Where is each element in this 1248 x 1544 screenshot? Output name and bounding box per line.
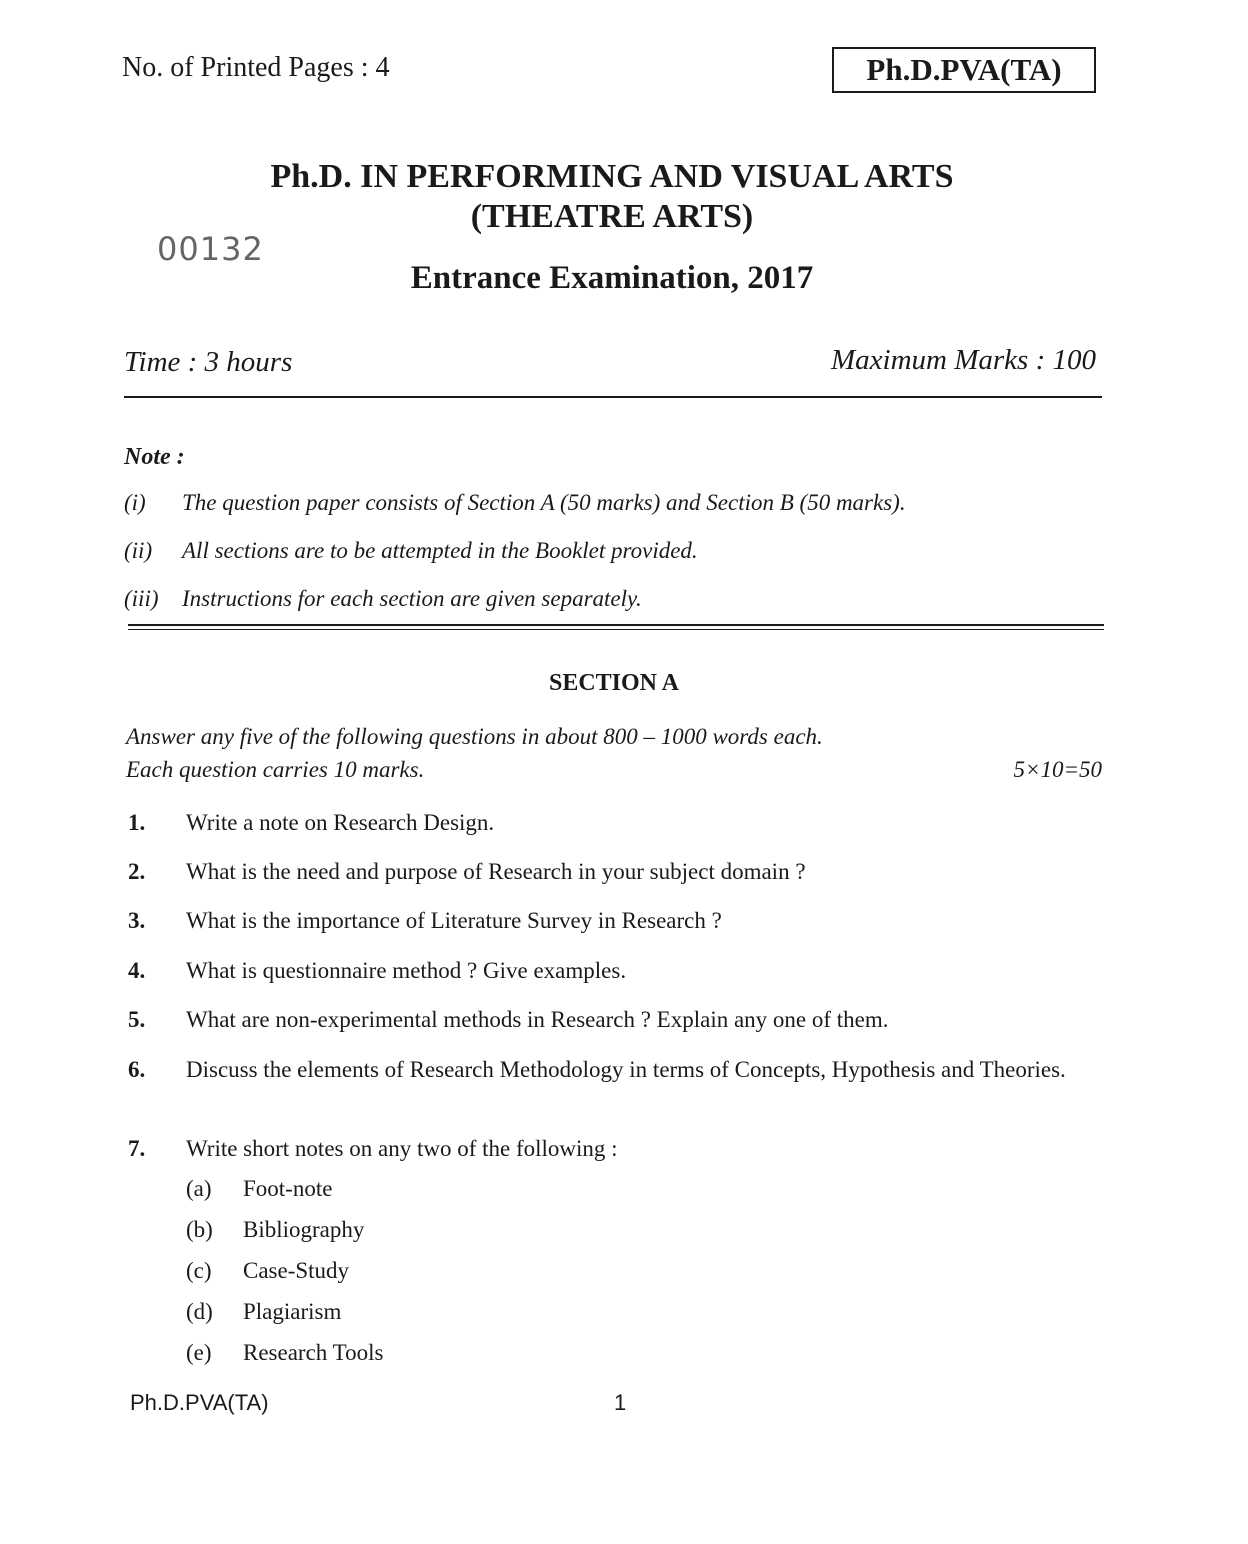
question-number: 7.	[128, 1136, 146, 1161]
question-text: What is the need and purpose of Research in your subject domain ?	[186, 859, 806, 884]
question-number: 5.	[128, 1007, 146, 1032]
question-item	[128, 1055, 1108, 1085]
printed-pages-count: No. of Printed Pages : 4	[122, 52, 390, 83]
option-text: Bibliography	[243, 1217, 365, 1242]
section-heading: SECTION A	[548, 670, 680, 696]
page-number: 1	[614, 1390, 627, 1415]
question-text: What is the importance of Literature Survey in Research ?	[186, 908, 722, 933]
question-text: Discuss the elements of Research Methodology in terms of Concepts, Hypothesis and Theories.	[186, 1057, 1066, 1082]
exam-title: Ph.D. IN PERFORMING AND VISUAL ARTS	[270, 158, 954, 195]
note-item	[124, 586, 642, 612]
section-marks-note: Each question carries 10 marks.	[126, 757, 425, 782]
question-text: What is questionnaire method ? Give examples.	[186, 958, 627, 983]
exam-name: Entrance Examination, 2017	[410, 260, 814, 296]
serial-number-stamp: 00132	[157, 230, 264, 268]
time-allowed: Time : 3 hours	[124, 346, 293, 378]
option-text: Plagiarism	[243, 1299, 342, 1324]
question-text: Write a note on Research Design.	[186, 810, 495, 835]
option-item	[186, 1299, 341, 1325]
question-item	[128, 808, 1108, 838]
option-item	[186, 1340, 383, 1366]
divider	[124, 396, 1102, 398]
option-letter: (d)	[186, 1299, 213, 1324]
section-score: 5×10=50	[1013, 757, 1102, 782]
question-text: Write short notes on any two of the following :	[186, 1136, 618, 1161]
note-item	[124, 538, 698, 564]
option-item	[186, 1258, 349, 1284]
maximum-marks: Maximum Marks : 100	[831, 344, 1096, 376]
note-item-text: The question paper consists of Section A (50 marks) and Section B (50 marks).	[182, 490, 906, 515]
section-instruction: Answer any five of the following questions in about 800 – 1000 words each.	[126, 724, 823, 749]
option-letter: (e)	[186, 1340, 212, 1365]
option-text: Foot-note	[243, 1176, 333, 1201]
note-item-text: Instructions for each section are given separately.	[182, 586, 642, 611]
option-item	[186, 1176, 332, 1202]
option-letter: (b)	[186, 1217, 213, 1242]
note-item-number: (i)	[124, 490, 146, 515]
note-item-text: All sections are to be attempted in the Booklet provided.	[182, 538, 698, 563]
question-number: 4.	[128, 958, 146, 983]
double-divider-bottom	[128, 629, 1104, 630]
exam-subtitle: (THEATRE ARTS)	[470, 198, 754, 235]
option-item	[186, 1217, 364, 1243]
option-text: Research Tools	[243, 1340, 384, 1365]
question-number: 6.	[128, 1057, 146, 1082]
option-letter: (a)	[186, 1176, 212, 1201]
paper-code-box: Ph.D.PVA(TA)	[832, 47, 1096, 93]
question-text: What are non-experimental methods in Research ? Explain any one of them.	[186, 1007, 889, 1032]
question-item	[128, 1134, 1108, 1164]
note-item	[124, 490, 906, 516]
question-number: 2.	[128, 859, 146, 884]
question-number: 1.	[128, 810, 146, 835]
note-item-number: (iii)	[124, 586, 159, 611]
footer-paper-code: Ph.D.PVA(TA)	[130, 1390, 269, 1415]
note-heading: Note :	[124, 444, 185, 470]
question-item	[128, 857, 1108, 887]
question-item	[128, 956, 1108, 986]
question-number: 3.	[128, 908, 146, 933]
option-text: Case-Study	[243, 1258, 350, 1283]
double-divider-top	[128, 624, 1104, 626]
question-item	[128, 1005, 1108, 1035]
question-item	[128, 906, 1108, 936]
note-item-number: (ii)	[124, 538, 153, 563]
option-letter: (c)	[186, 1258, 212, 1283]
